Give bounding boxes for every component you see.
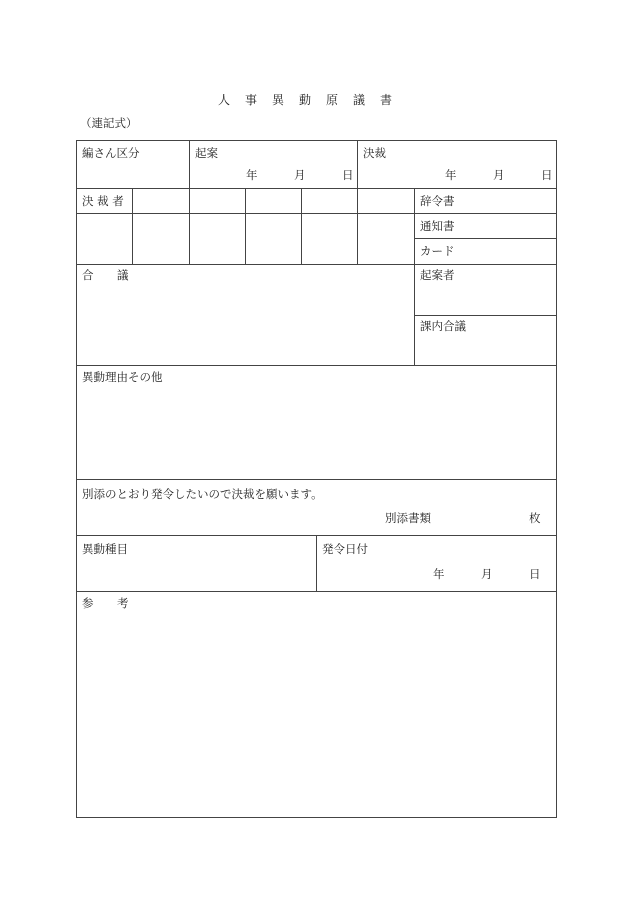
grid-line <box>76 213 557 214</box>
grid-line <box>245 188 246 264</box>
hatsurei-day: 日 <box>529 567 541 581</box>
kessai-day: 日 <box>541 168 553 182</box>
label-kessai: 決裁 <box>363 146 386 160</box>
title-char: 人 <box>218 93 231 107</box>
grid-line <box>301 188 302 264</box>
grid-line <box>76 140 77 818</box>
grid-line <box>76 188 557 189</box>
hatsurei-year: 年 <box>433 567 445 581</box>
title-char: 異 <box>272 93 285 107</box>
grid-line <box>76 479 557 480</box>
label-jireisho: 辞令書 <box>420 194 455 208</box>
grid-line <box>76 140 557 141</box>
label-hensan-kubun: 編さん区分 <box>82 146 140 160</box>
grid-line <box>414 188 415 365</box>
subtitle-renkishiki: （連記式） <box>80 116 138 130</box>
label-sankou-1: 参 <box>82 596 94 610</box>
attachments-unit: 枚 <box>529 511 541 525</box>
grid-line <box>414 238 557 239</box>
label-tsuchisho: 通知書 <box>420 219 455 233</box>
grid-line <box>189 140 190 264</box>
grid-line <box>316 535 317 591</box>
title-char: 原 <box>326 93 339 107</box>
label-kian: 起案 <box>195 146 218 160</box>
hatsurei-month: 月 <box>481 567 493 581</box>
kian-day: 日 <box>342 168 354 182</box>
request-text: 別添のとおり発令したいので決裁を願います。 <box>82 487 323 501</box>
label-idou-shumoku: 異動種目 <box>82 542 128 556</box>
label-card: カード <box>420 244 455 258</box>
kessai-year: 年 <box>445 168 457 182</box>
grid-line <box>76 264 557 265</box>
label-hatsurei-date: 発令日付 <box>322 542 368 556</box>
label-reason: 異動理由その他 <box>82 370 163 384</box>
grid-line <box>76 817 557 818</box>
grid-line <box>76 591 557 592</box>
grid-line <box>357 140 358 264</box>
title-char: 議 <box>353 93 366 107</box>
label-gougi-2: 議 <box>117 268 129 282</box>
grid-line <box>556 140 557 818</box>
label-attachments: 別添書類 <box>385 511 431 525</box>
kessai-month: 月 <box>493 168 505 182</box>
label-gougi-1: 合 <box>82 268 94 282</box>
title-char: 動 <box>299 93 312 107</box>
label-kiansha: 起案者 <box>420 268 455 282</box>
label-kessaisha: 決 裁 者 <box>82 194 124 208</box>
label-kanai-gougi: 課内合議 <box>420 319 466 333</box>
title-char: 事 <box>245 93 258 107</box>
kian-year: 年 <box>246 168 258 182</box>
grid-line <box>414 315 557 316</box>
kian-month: 月 <box>294 168 306 182</box>
title-char: 書 <box>380 93 393 107</box>
label-sankou-2: 考 <box>117 596 129 610</box>
grid-line <box>132 188 133 264</box>
grid-line <box>76 365 557 366</box>
